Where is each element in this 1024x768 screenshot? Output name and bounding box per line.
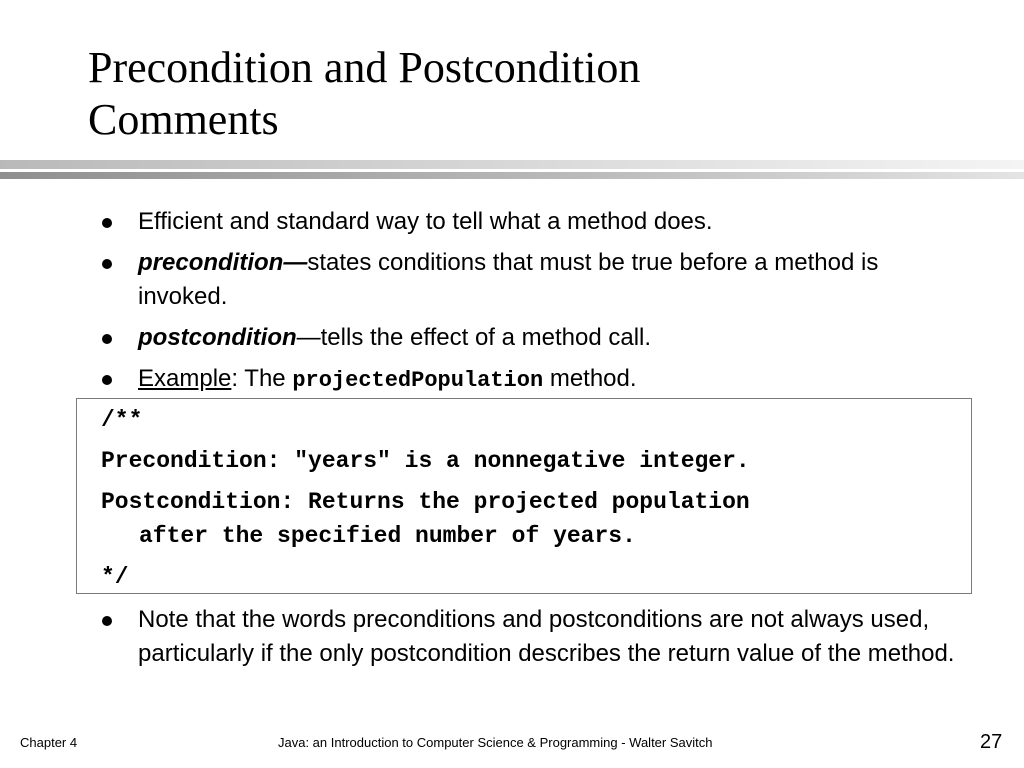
code-line: Postcondition: Returns the projected population [101,489,750,515]
footer-page-number: 27 [980,731,1003,753]
method-name-code: projectedPopulation [292,368,544,393]
slide-title-line-1: Precondition and Postcondition [88,43,641,92]
bullet-text: : The [231,365,293,392]
code-line: /** [101,407,143,433]
bullet-dot-icon [102,218,112,228]
code-comment-box [76,398,972,594]
title-divider-lower [0,172,1024,179]
bullet-item-example [100,362,960,398]
bullet-text: —tells the effect of a method call. [296,324,652,351]
bullet-item-precondition [100,246,960,314]
bullet-list-note [100,603,960,671]
title-divider-upper [0,160,1024,169]
bullet-text: method. [543,365,637,392]
code-line: Precondition: "years" is a nonnegative integer. [101,448,750,474]
code-line: */ [101,564,129,590]
slide-title-line-2: Comments [88,95,279,144]
bullet-item-note [100,603,960,671]
bullet-dot-icon [102,616,112,626]
footer-book-title: Java: an Introduction to Computer Science & Programming - Walter Savitch [278,735,713,750]
footer-chapter: Chapter 4 [20,735,78,750]
bullet-item-efficient [100,205,960,239]
bullet-item-postcondition [100,321,960,355]
bullet-list [100,205,960,405]
bullet-text: Efficient and standard way to tell what a method does. [138,208,713,235]
example-label: Example [138,365,232,392]
bullet-text: states conditions that must be true before a method is invoked. [138,249,879,310]
term-postcondition: postcondition [138,324,297,351]
bullet-dot-icon [102,334,112,344]
code-line: after the specified number of years. [139,523,636,549]
slide-title [88,42,988,146]
term-precondition: precondition— [138,249,308,276]
bullet-text: Note that the words preconditions and postconditions are not always used, particularly if the only postcondition describes the return value of the method. [138,606,955,667]
bullet-dot-icon [102,259,112,269]
bullet-dot-icon [102,375,112,385]
